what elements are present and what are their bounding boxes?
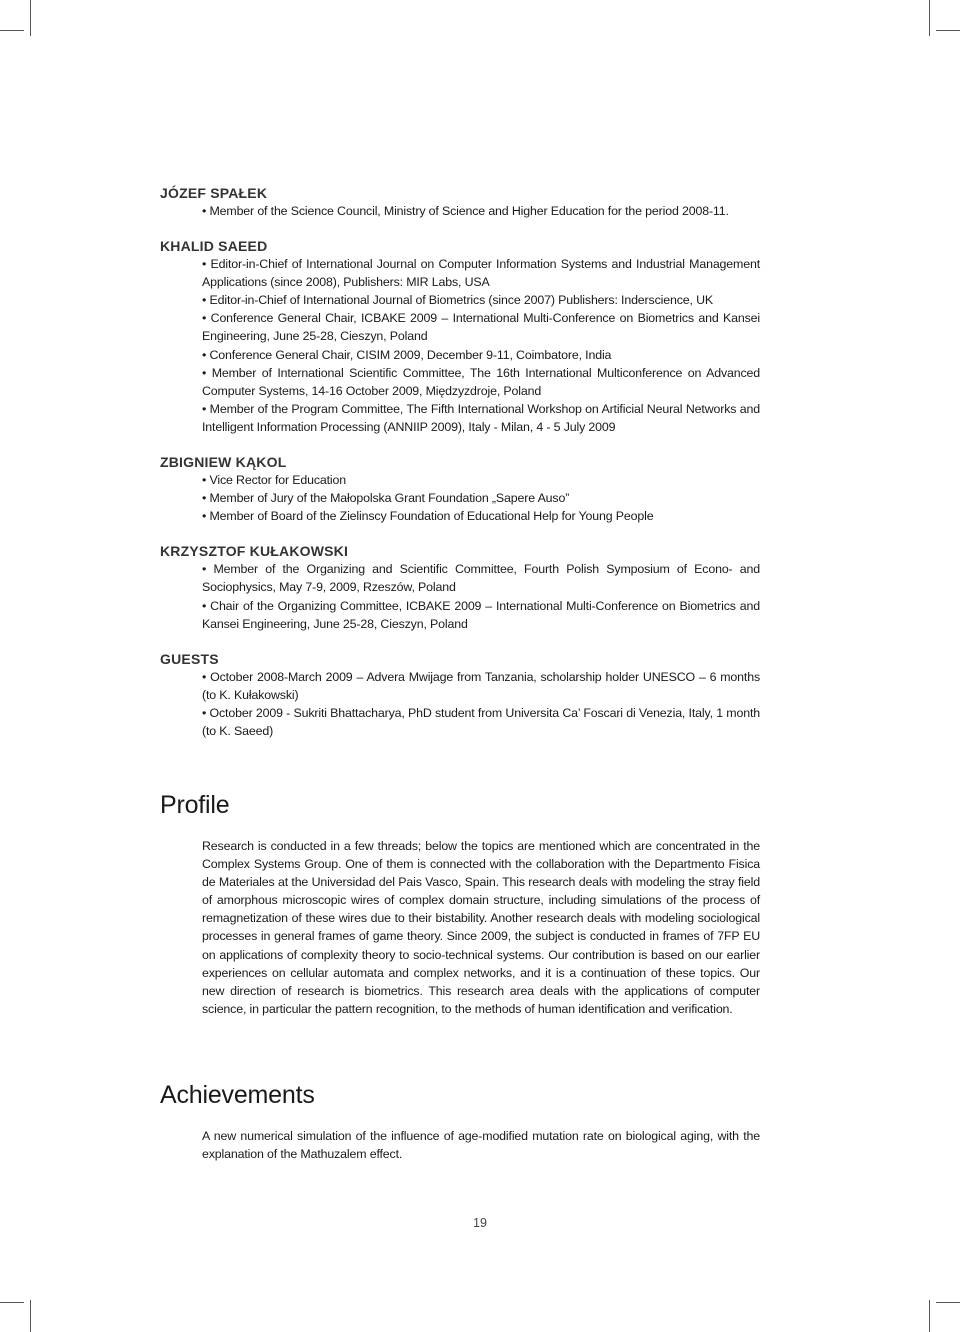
- person-items: [160, 202, 760, 220]
- list-item: • Vice Rector for Education: [202, 471, 760, 489]
- person-block: [160, 453, 760, 525]
- list-item: • Member of Jury of the Małopolska Grant Foundation „Sapere Auso”: [202, 489, 760, 507]
- crop-mark-top-right: [929, 0, 930, 36]
- crop-mark-bottom-left: [30, 1300, 31, 1332]
- person-name: GUESTS: [160, 650, 219, 667]
- achievements-text: A new numerical simulation of the influence of age-modified mutation rate on biological aging, with the explanation of the Mathuzalem effect.: [202, 1129, 760, 1162]
- person-items: [160, 668, 760, 740]
- list-item: • Chair of the Organizing Committee, ICBAKE 2009 – International Multi-Conference on Biometrics and Kansei Engineering, June 25-28, Cieszyn, Poland: [202, 597, 760, 633]
- people-list: [160, 184, 760, 757]
- crop-mark-top-left: [30, 0, 31, 36]
- person-block: [160, 237, 760, 436]
- person-block: [160, 542, 760, 632]
- person-block: [160, 650, 760, 740]
- crop-mark-top-right-h: [936, 30, 960, 31]
- achievements-title: Achievements: [160, 1081, 315, 1109]
- crop-mark-top-left-h: [0, 30, 24, 31]
- list-item: • Member of International Scientific Committee, The 16th International Multiconference on Advanced Computer Systems, 14-16 October 2009, Międzyzdroje, Poland: [202, 364, 760, 400]
- list-item: • Member of the Program Committee, The Fifth International Workshop on Artificial Neural Networks and Intelligent Information Processing (ANNIIP 2009), Italy - Milan, 4 - 5 July 2009: [202, 400, 760, 436]
- list-item: • October 2008-March 2009 – Advera Mwijage from Tanzania, scholarship holder UNESCO – 6 months (to K. Kułakowski): [202, 668, 760, 704]
- crop-mark-bottom-right: [929, 1300, 930, 1332]
- list-item: • Editor-in-Chief of International Journal on Computer Information Systems and Industrial Management Applications (since 2008), Publishers: MIR Labs, USA: [202, 255, 760, 291]
- crop-mark-bottom-right-h: [936, 1302, 960, 1303]
- list-item: • Conference General Chair, CISIM 2009, December 9-11, Coimbatore, India: [202, 346, 760, 364]
- list-item: • Editor-in-Chief of International Journal of Biometrics (since 2007) Publishers: Inderscience, UK: [202, 291, 760, 309]
- list-item: • Member of Board of the Zielinscy Foundation of Educational Help for Young People: [202, 507, 760, 525]
- person-items: [160, 255, 760, 436]
- profile-title: Profile: [160, 791, 230, 819]
- person-items: [160, 471, 760, 525]
- list-item: • Member of the Science Council, Ministry of Science and Higher Education for the period 2008-11.: [202, 202, 760, 220]
- achievements-section: [160, 1080, 760, 1163]
- list-item: • Member of the Organizing and Scientific Committee, Fourth Polish Symposium of Econo- and Sociophysics, May 7-9, 2009, Rzeszów, Poland: [202, 560, 760, 596]
- person-name: ZBIGNIEW KĄKOL: [160, 454, 287, 471]
- person-name: KRZYSZTOF KUŁAKOWSKI: [160, 543, 349, 560]
- crop-mark-bottom-left-h: [0, 1302, 24, 1303]
- person-items: [160, 560, 760, 632]
- person-block: [160, 184, 760, 220]
- person-name: KHALID SAEED: [160, 238, 268, 255]
- list-item: • October 2009 - Sukriti Bhattacharya, PhD student from Universita Ca’ Foscari di Venezia, Italy, 1 month (to K. Saeed): [202, 704, 760, 740]
- person-name: JÓZEF SPAŁEK: [160, 185, 268, 201]
- list-item: • Conference General Chair, ICBAKE 2009 – International Multi-Conference on Biometrics and Kansei Engineering, June 25-28, Cieszyn, Poland: [202, 309, 760, 345]
- profile-section: [160, 790, 760, 1018]
- profile-text: Research is conducted in a few threads; below the topics are mentioned which are concentrated in the Complex Systems Group. One of them is connected with the collaboration with the Departmento Fisica de Materiales at the Universidad del Pais Vasco, Spain. This research deals with modeling the stray field of amorphous microscopic wires of complex domain structure, including simulations of the process of remagnetization of these wires due to their bistability. Another research deals with modeling sociological processes in general frames of game theory. Since 2009, the subject is conducted in frames of 7FP EU on applications of complexity theory to socio-technical systems. Our contribution is based on our earlier experiences on cellular automata and complex networks, and it is a continuation of these topics. Our new direction of research is biometrics. This research area deals with the applications of computer science, in particular the pattern recognition, to the methods of human identification and verification.: [202, 839, 760, 1016]
- page-number: 19: [473, 1216, 487, 1230]
